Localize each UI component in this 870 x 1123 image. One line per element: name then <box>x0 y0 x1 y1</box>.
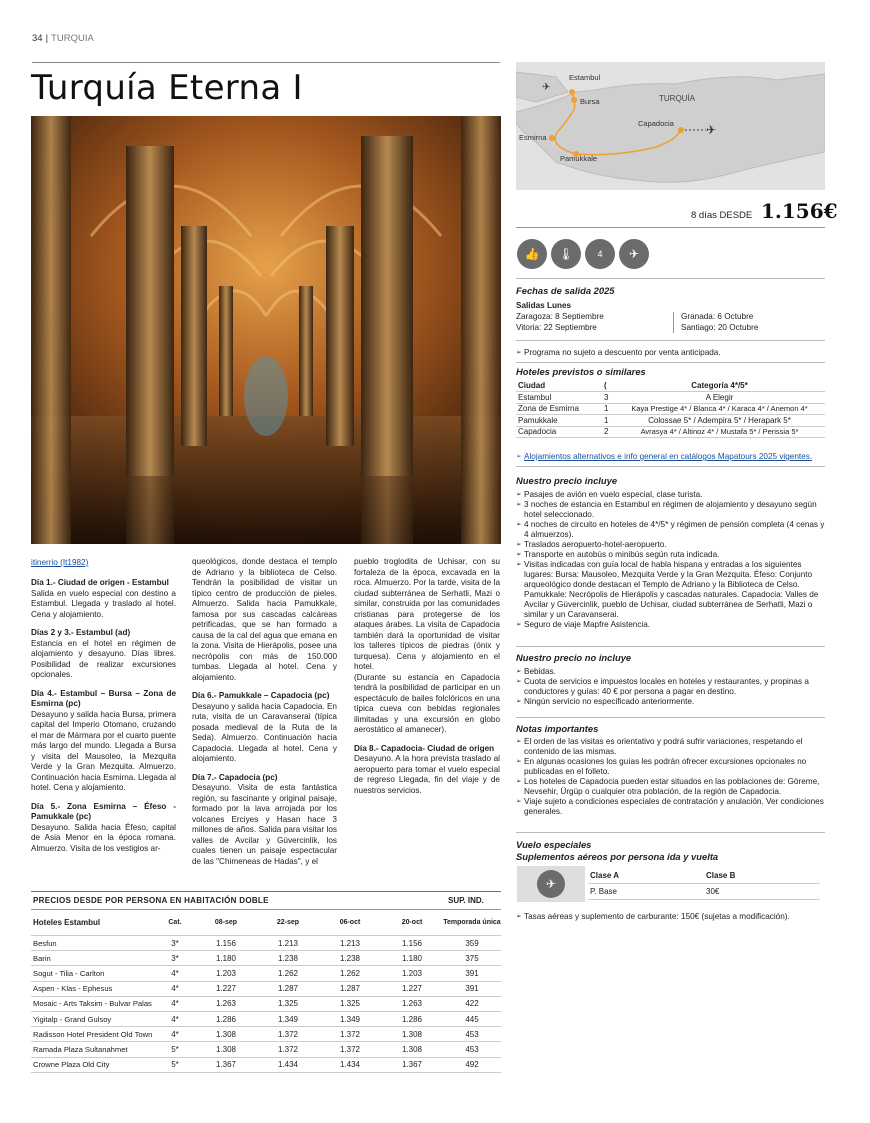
itinerary-col-2: queológicos, donde destaca el templo de Adriano y la biblioteca de Celso. Tendrán la posibilidad de visitar un típico centro de producción de pieles. Almuerzo. Salida hacia Pamukkale, famosa por sus cascadas calcáreas petrificadas, que se han formado a causa de la cal del agua que emana en la zona. Visita de Hierápolis, posee una necrópolis con más de 150.000 tumbas. Llegada al hotel. Cena y alojamiento. Día 6.- Pamukkale – Capadocia (pc) Desayuno y salida hacia Capadocia. En ruta, visita de un Caravanserai (típica posada medieval de la Ruta de la Seda). Almuerzo. Continuación hacia Capadocia. Llegada al hotel. Cena y alojamiento. Día 7.- Capadocia (pc) Desayuno. Visita de esta fantástica región, su fascinante y original paisaje, formado por la lava arrojada por los volcanes Erciyes y Hasan hace 3 millones de años. Salida para visitar los valles de Avcilar y Güvercinlik, los cuales tienen un paisaje espectacular de las "Chimeneas de Hadas", y el <box>192 557 337 866</box>
incluye-list <box>516 490 825 630</box>
map-city-esmirna: Esmirna <box>519 133 547 142</box>
plane-icon: ✈ <box>619 239 649 269</box>
list-item: ➢ En algunas ocasiones los guías les podrán ofrecer excursiones opcionales no publicadas en el folleto. <box>516 757 825 777</box>
table-row: Pamukkale 1 Colossae 5* / Adempira 5* / Herapark 5* <box>516 415 825 427</box>
table-row: Clase A Clase B <box>588 868 820 883</box>
fechas-left-1: Zaragoza: 8 Septiembre <box>516 312 604 321</box>
list-item: ➢ Bebidas. <box>516 667 825 677</box>
hoteles-link[interactable]: ➢ Alojamientos alternativos e info general en catálogos Mapatours 2025 vigentes. <box>516 452 825 462</box>
thumbs-up-icon: 👍 <box>517 239 547 269</box>
hoteles-table <box>516 380 825 438</box>
route-map <box>516 62 825 190</box>
svg-text:✈: ✈ <box>706 123 717 137</box>
map-city-pamukkale: Pamukkale <box>560 154 598 163</box>
itinerario-link[interactable]: itinerrio (It1982) <box>31 558 89 567</box>
map-country-label: TURQUÍA <box>659 94 695 103</box>
map-city-bursa: Bursa <box>580 97 600 106</box>
list-item: ➢ Visitas indicadas con guía local de habla hispana y entradas a los siguientes lugares: Bursa: Mausoleo, Mezquita Verde y la Gran Mezquita. Éfeso: Conjunto arqueológico donde destacan el Templo de Adriano y la Biblioteca de Celso. Pamukkale: Necrópolis de Hierápolis y cascadas naturales. Capadocia: Valles de Avcilar y Güvercinlik, pueblo de Uchisar, ciudad subterránea de Serhatli, Mazi o similar y un Caravanserai. <box>516 560 825 620</box>
list-item: ➢ 3 noches de estancia en Estambul en régimen de alojamiento y desayuno según hotel seleccionado. <box>516 500 825 520</box>
fechas-title: Fechas de salida 2025 <box>516 285 615 296</box>
table-row: Estambul 3 A Elegir <box>516 392 825 404</box>
fechas-note: ➢ Programa no sujeto a descuento por venta anticipada. <box>516 348 825 358</box>
table-row: Radisson Hotel President Old Town 4* 1.308 1.372 1.372 1.308 453 <box>31 1027 501 1042</box>
plane-icon: ✈ <box>537 870 565 898</box>
notas-title: Notas importantes <box>516 723 599 734</box>
list-item: ➢ Ningún servicio no especificado anteriormente. <box>516 697 825 707</box>
list-item: ➢ Transporte en autobús o minibús según ruta indicada. <box>516 550 825 560</box>
itinerary-col-1: Día 1.- Ciudad de origen - Estambul Salida en vuelo especial con destino a Estambul. Llegada y traslado al hotel. Cena y alojamiento. Días 2 y 3.- Estambul (ad) Estancia en el hotel en régimen de alojamiento y desayuno. Días libres. Posibilidad de realizar excursiones opcionales. Día 4.- Estambul – Bursa – Zona de Esmirna (pc) Desayuno y salida hacia Bursa, primera capital del Imperio Otomano, cruzando el mar de Mármara por el cuarto puente más largo del mundo. Llegada a Bursa y visita del Mausoleo, la Mezquita Verde y la Gran Mezquita. Almuerzo. Continuación hacia Esmirna. Llegada al hotel. Cena y alojamiento. Día 5.- Zona Esmirna – Éfeso - Pamukkale (pc) Desayuno. Salida hacia Éfeso, capital de Asia Menor en la época romana. Almuerzo. Visita de los vestigios ar- <box>31 578 176 853</box>
hoteles-title: Hoteles previstos o similares <box>516 366 646 377</box>
no-incluye-list <box>516 667 825 707</box>
table-row: Ciudad ( Categoría 4*/5* <box>516 380 825 392</box>
list-item: ➢ Traslados aeropuerto-hotel-aeropuerto. <box>516 540 825 550</box>
itinerary-col-3: pueblo troglodita de Uchisar, con su fortaleza de la época, excavada en la roca. Almuerzo. Por la tarde, visita de la ciudad subterránea de Serhatli, Mazi o similar, construida por las comunidades cristianas para protegerse de los ataques árabes. La visita de Capadocia también dará la oportunidad de visitar los talleres típicos de piedras (ónix y turquesa). Cena y alojamiento en el hotel. (Durante su estancia en Capadocia tendrá la posibilidad de participar en un espectáculo de bailes folclóricos en una típica cueva con bebidas regionales ilimitadas y una excursión en globo aerostático al amanecer). Día 8.- Capadocia- Ciudad de origen Desayuno. A la hora prevista traslado al aeropuerto para tomar el vuelo especial de regreso Llegada, fin del viaje y de nuestros servicios. <box>354 557 500 795</box>
vuelo-title: Vuelo especiales <box>516 839 592 850</box>
list-item: ➢ Viaje sujeto a condiciones especiales de contratación y anulación. Ver condiciones generales. <box>516 797 825 817</box>
location-4-icon: 4 <box>585 239 615 269</box>
days-label: 8 días DESDE <box>691 210 753 221</box>
table-row: Sogut - Tilia - Carlton 4* 1.203 1.262 1.262 1.203 391 <box>31 966 501 981</box>
thermometer-icon: 🌡 <box>551 239 581 269</box>
no-incluye-title: Nuestro precio no incluye <box>516 652 632 663</box>
fechas-right-1: Granada: 6 Octubre <box>681 312 754 321</box>
table-row: Mosaic - Arts Taksim - Bulvar Palas 4* 1.263 1.325 1.325 1.263 422 <box>31 996 501 1011</box>
table-row: Hoteles Estambul Cat. 08-sep 22-sep 06-oct 20-oct Temporada única <box>31 910 501 936</box>
map-city-capadocia: Capadocia <box>638 119 674 128</box>
vuelo-subtitle: Suplementos aéreos por persona ida y vuelta <box>516 851 719 862</box>
precios-table <box>31 909 501 1073</box>
fechas-sub: Salidas Lunes <box>516 301 572 310</box>
map-city-estambul: Estambul <box>569 73 601 82</box>
table-row: Yigitalp - Grand Gulsoy 4* 1.286 1.349 1.349 1.286 445 <box>31 1011 501 1026</box>
vuelo-note: ➢ Tasas aéreas y suplemento de carburante: 150€ (sujetas a modificación). <box>516 912 825 922</box>
table-row: Besfun 3* 1.156 1.213 1.213 1.156 359 <box>31 936 501 951</box>
page-title: Turquía Eterna I <box>31 68 303 108</box>
page-header: 34 | TURQUIA <box>32 33 94 44</box>
list-item: ➢ Pasajes de avión en vuelo especial, clase turista. <box>516 490 825 500</box>
list-item: ➢ 4 noches de circuito en hoteles de 4*/5* y régimen de pensión completa (4 cenas y 4 almuerzos). <box>516 520 825 540</box>
table-row: P. Base 30€ <box>588 883 820 899</box>
cistern-photo <box>31 116 501 544</box>
svg-text:✈: ✈ <box>542 82 551 93</box>
fechas-left-2: Vitoria: 22 Septiembre <box>516 323 597 332</box>
page-number: 34 <box>32 33 43 44</box>
vuelo-table <box>588 868 820 900</box>
table-row: Ramada Plaza Sultanahmet 5* 1.308 1.372 1.372 1.308 453 <box>31 1042 501 1057</box>
table-row: Barin 3* 1.180 1.238 1.238 1.180 375 <box>31 951 501 966</box>
precios-sup: SUP. IND. <box>448 896 484 905</box>
section-name: TURQUIA <box>51 33 94 44</box>
notas-list <box>516 737 825 817</box>
list-item: ➢ Los hoteles de Capadocia pueden estar situados en las poblaciones de: Göreme, Nevsehir, Ürgüp o cualquier otra población, de la región de Capadocia. <box>516 777 825 797</box>
price-amount: 1.156€ <box>761 199 838 223</box>
fechas-right-2: Santiago: 20 Octubre <box>681 323 759 332</box>
table-row: Zona de Esmirna 1 Kaya Prestige 4* / Blanca 4* / Karaca 4* / Anemon 4* <box>516 403 825 415</box>
list-item: ➢ El orden de las visitas es orientativo y podrá sufrir variaciones, respetando el contenido de las mismas. <box>516 737 825 757</box>
table-row: Crowne Plaza Old City 5* 1.367 1.434 1.434 1.367 492 <box>31 1057 501 1072</box>
table-row: Aspen - Klas - Ephesus 4* 1.227 1.287 1.287 1.227 391 <box>31 981 501 996</box>
precios-title: PRECIOS DESDE POR PERSONA EN HABITACIÓN DOBLE <box>33 896 269 905</box>
list-item: ➢ Seguro de viaje Mapfre Asistencia. <box>516 620 825 630</box>
table-row: Capadocia 2 Avrasya 4* / Altinoz 4* / Mustafa 5* / Perissia 5* <box>516 426 825 438</box>
list-item: ➢ Cuota de servicios e impuestos locales en hoteles y restaurantes, y propinas a conductores y guías: 40 € por persona a pagar en destino. <box>516 677 825 697</box>
incluye-title: Nuestro precio incluye <box>516 475 618 486</box>
